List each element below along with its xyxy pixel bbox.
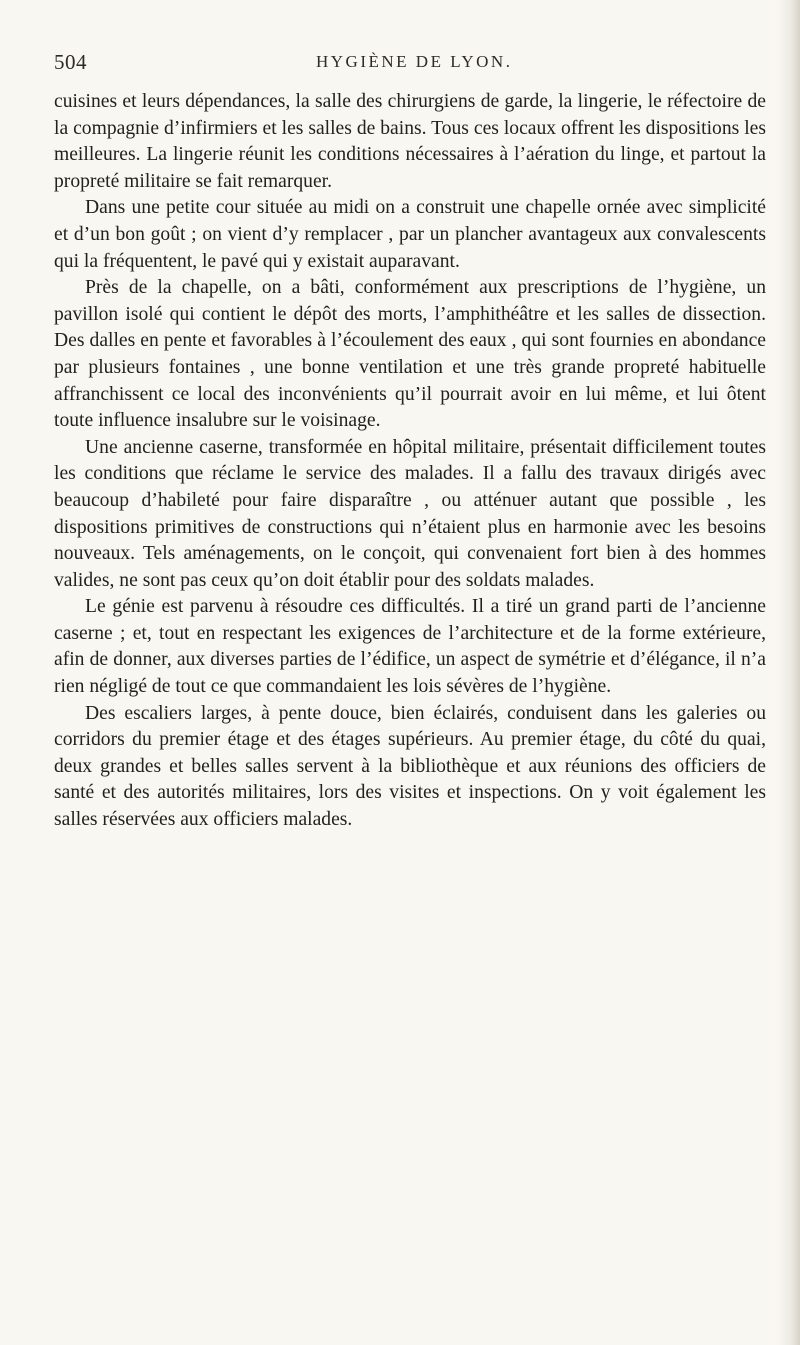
page-number: 504 xyxy=(54,50,87,74)
paragraph: Près de la chapelle, on a bâti, conformément aux prescriptions de l’hygiène, un pavillon isolé qui contient le dépôt des morts, l’amphithéâtre et les salles de dissection. Des dalles en pente et favorables à l’écoulement des eaux , qui sont fournies en abondance par plusieurs fontaines , une bonne ventilation et une très grande propreté habituelle affranchissent ce local des inconvénients qu’il pourrait avoir en lui même, et lui ôtent toute influence insalubre sur le voisinage. xyxy=(54,277,766,432)
running-header xyxy=(54,50,754,80)
paragraph: Une ancienne caserne, transformée en hôpital militaire, présentait difficilement toutes les conditions que réclame le service des malades. Il a fallu des travaux dirigés avec beaucoup d’habileté pour faire disparaître , ou atténuer autant que possible , les dispositions primitives de constructions qui n’étaient plus en harmonie avec les besoins nouveaux. Tels aménagements, on le conçoit, qui convenaient fort bien à des hommes valides, ne sont pas ceux qu’on doit établir pour des soldats malades. xyxy=(54,436,766,591)
running-title: HYGIÈNE DE LYON. xyxy=(316,52,513,71)
page-edge-shadow xyxy=(778,0,800,1345)
paragraph: Le génie est parvenu à résoudre ces difficultés. Il a tiré un grand parti de l’ancienne caserne ; et, tout en respectant les exigences de l’architecture et de la forme extérieure, afin de donner, aux diverses parties de l’édifice, un aspect de symétrie et d’élégance, il n’a rien négligé de tout ce que commandaient les lois sévères de l’hygiène. xyxy=(54,596,766,698)
body-text xyxy=(54,89,766,834)
paragraph: Dans une petite cour située au midi on a construit une chapelle ornée avec simplicité et d’un bon goût ; on vient d’y remplacer , par un plancher avantageux aux convalescents qui la fréquentent, le pavé qui y existait auparavant. xyxy=(54,197,766,272)
paragraph: Des escaliers larges, à pente douce, bien éclairés, conduisent dans les galeries ou corridors du premier étage et des étages supérieurs. Au premier étage, du côté du quai, deux grandes et belles salles servent à la bibliothèque et aux réunions des officiers de santé et des autorités militaires, lors des visites et inspections. On y voit également les salles réservées aux officiers malades. xyxy=(54,702,766,831)
paragraph: cuisines et leurs dépendances, la salle des chirurgiens de garde, la lingerie, le réfectoire de la compagnie d’infirmiers et les salles de bains. Tous ces locaux offrent les dispositions les meilleures. La lingerie réunit les conditions nécessaires à l’aération du linge, et partout la propreté militaire se fait remarquer. xyxy=(54,91,766,192)
